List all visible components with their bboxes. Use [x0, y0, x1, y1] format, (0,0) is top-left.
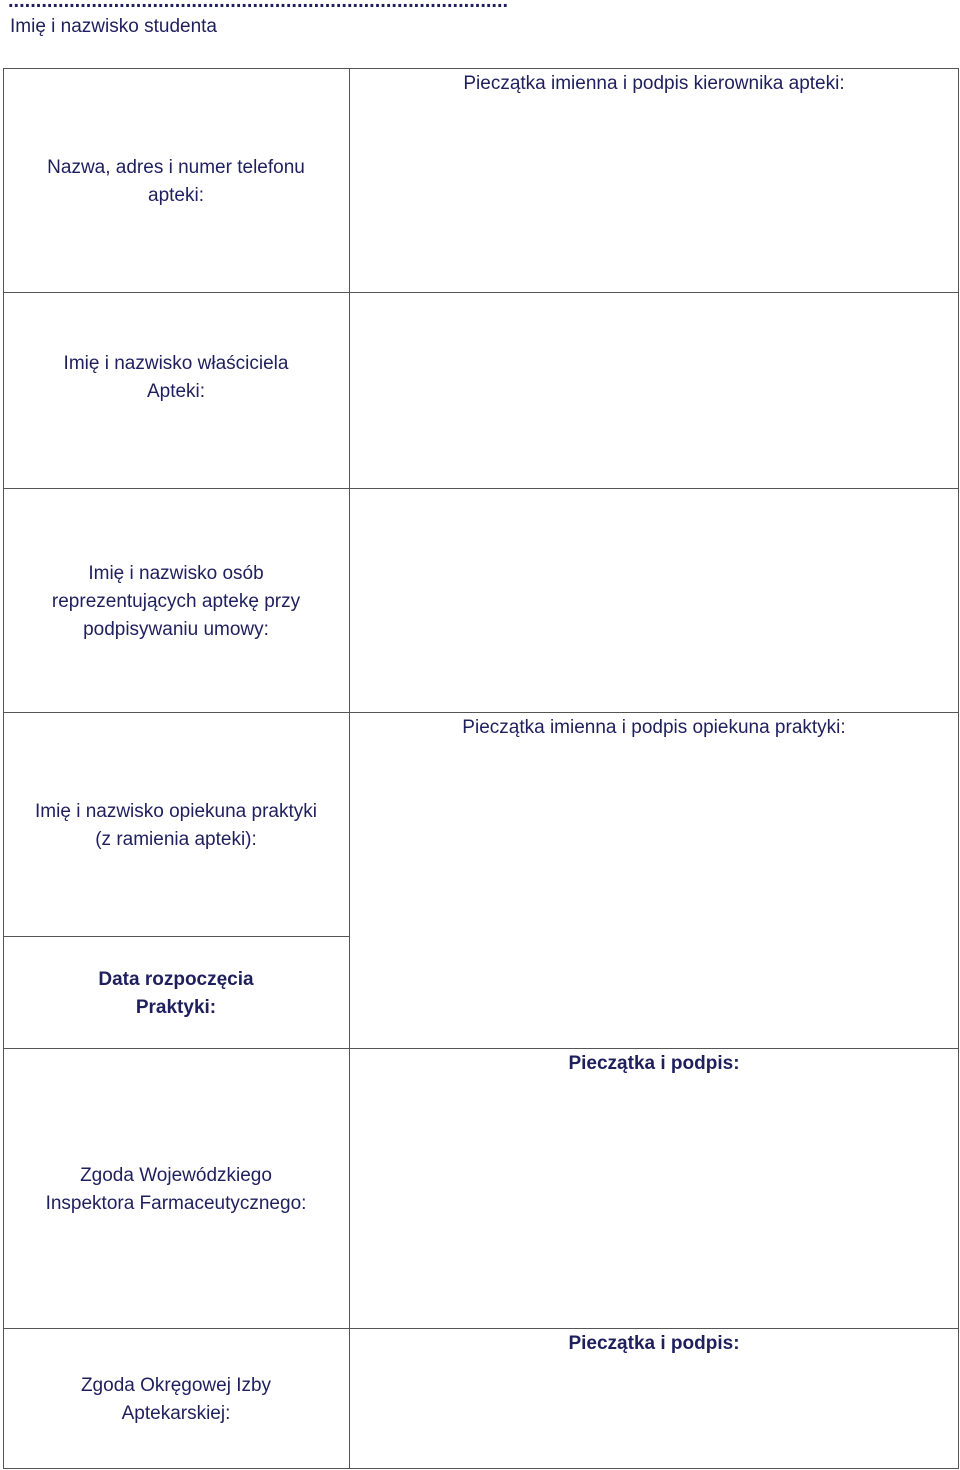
chamber-consent-label [3, 1372, 349, 1428]
stamp-signature-label-1: Pieczątka i podpis: [568, 1053, 740, 1074]
row-divider [3, 712, 959, 713]
representatives-line: Imię i nazwisko osób [88, 563, 264, 584]
row-divider [3, 488, 959, 489]
manager-stamp-label: Pieczątka imienna i podpis kierownika apteki: [463, 73, 845, 94]
pharmacy-info-line: apteki: [148, 185, 204, 206]
student-name-label: Imię i nazwisko studenta [10, 16, 217, 37]
row-divider [349, 1328, 959, 1329]
start-date-label [3, 966, 349, 1022]
chamber-consent-line: Aptekarskiej: [121, 1403, 231, 1424]
representatives-line: reprezentujących aptekę przy [51, 591, 301, 612]
column-divider [349, 68, 350, 1469]
inspector-consent-label [3, 1162, 349, 1218]
pharmacy-info-label [3, 154, 349, 210]
internship-form [3, 68, 959, 1469]
row-divider [3, 936, 349, 937]
owner-label [3, 350, 349, 406]
owner-line: Apteki: [146, 381, 206, 402]
start-date-line: Praktyki: [135, 997, 217, 1018]
row-divider [3, 1328, 349, 1329]
representatives-line: podpisywaniu umowy: [83, 619, 269, 640]
supervisor-name-label [3, 798, 349, 854]
representatives-label [3, 560, 349, 644]
pharmacy-info-line: Nazwa, adres i numer telefonu [47, 157, 305, 178]
form-border [3, 68, 959, 1469]
supervisor-name-line: (z ramienia apteki): [95, 829, 257, 850]
row-divider [3, 1048, 959, 1049]
row-divider [3, 292, 959, 293]
inspector-consent-line: Zgoda Wojewódzkiego [80, 1165, 272, 1186]
stamp-signature-label-2: Pieczątka i podpis: [568, 1333, 740, 1354]
start-date-line: Data rozpoczęcia [98, 969, 254, 990]
supervisor-stamp-label: Pieczątka imienna i podpis opiekuna praktyki: [462, 717, 846, 738]
inspector-consent-line: Inspektora Farmaceutycznego: [45, 1193, 307, 1214]
supervisor-name-line: Imię i nazwisko opiekuna praktyki [35, 801, 317, 822]
owner-line: Imię i nazwisko właściciela [63, 353, 289, 374]
dotted-line: .......................................................................................... [8, 0, 509, 12]
chamber-consent-line: Zgoda Okręgowej Izby [80, 1375, 272, 1396]
